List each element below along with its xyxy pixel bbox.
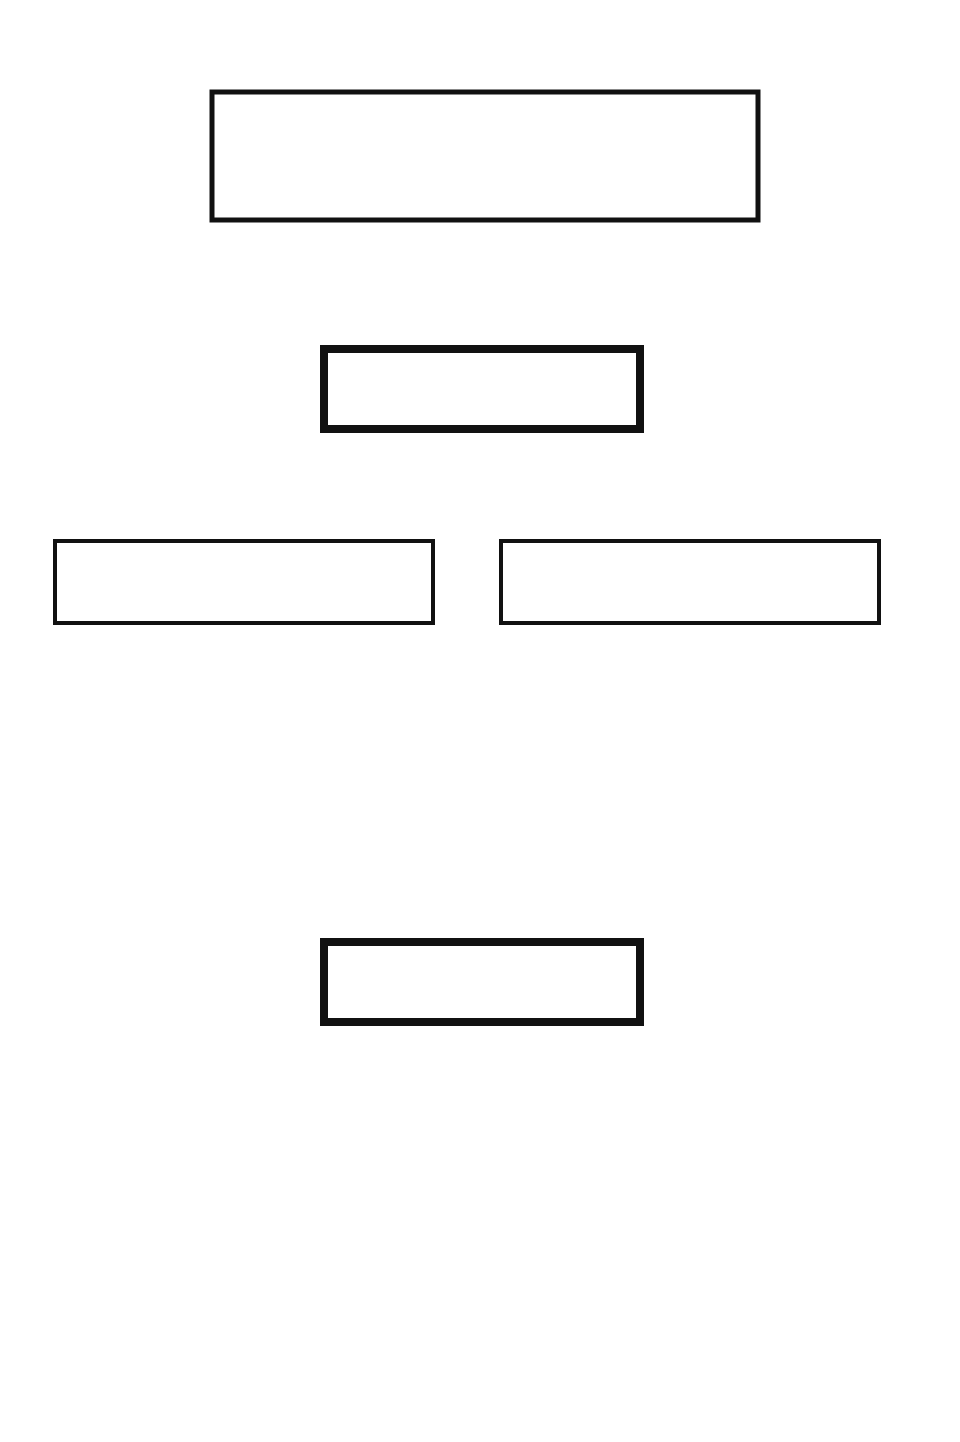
password-display <box>320 345 644 433</box>
service-phone-display <box>320 938 644 1026</box>
control-panel-figure <box>205 62 765 224</box>
head-2-panel <box>498 538 882 640</box>
head-1-panel <box>52 538 436 640</box>
